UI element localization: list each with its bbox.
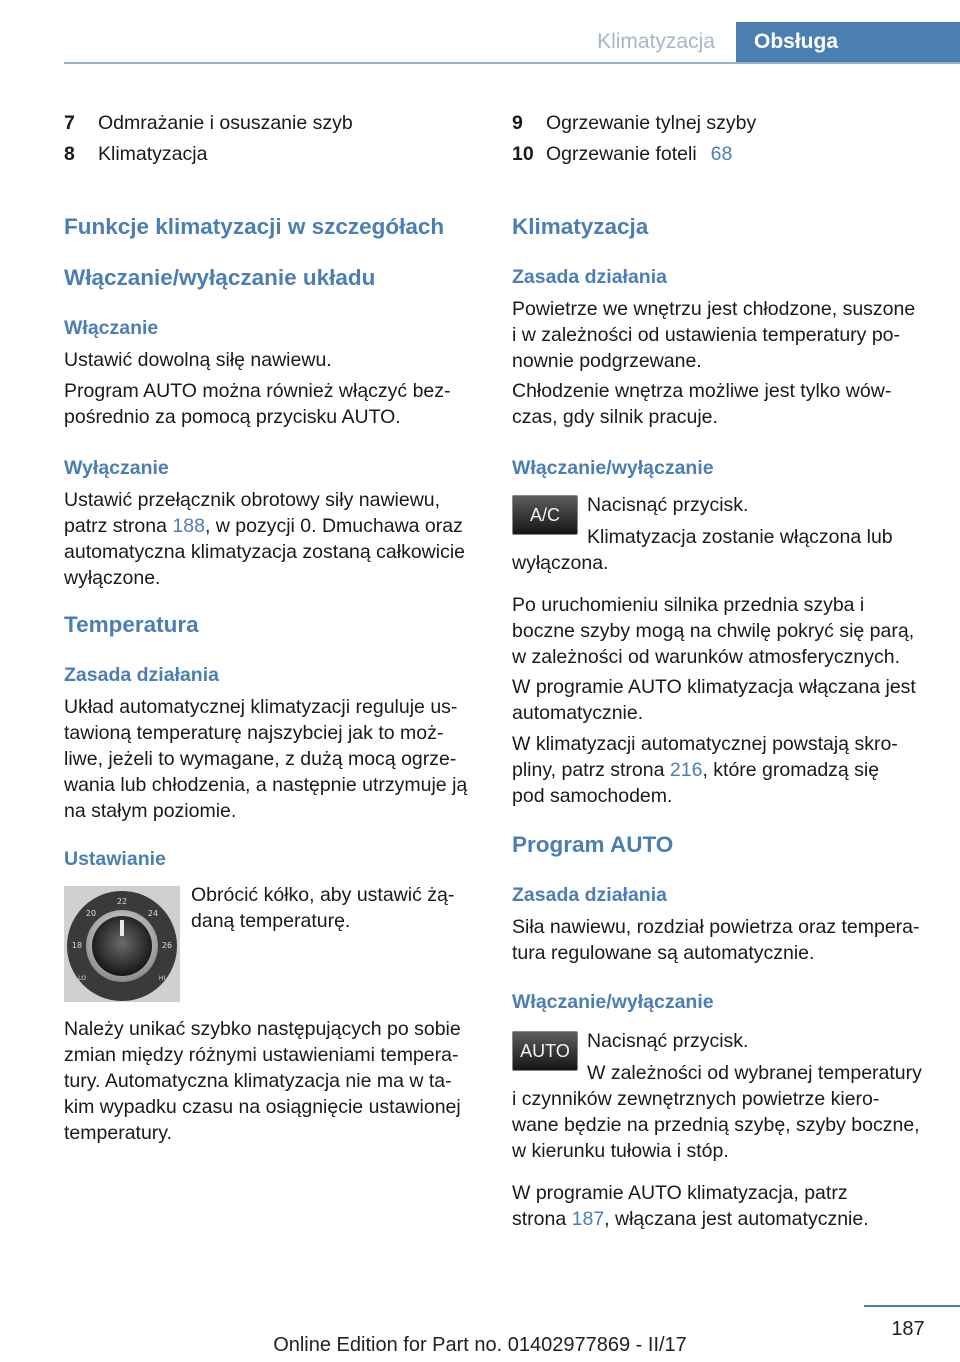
text: Program AUTO można również włączyć bez-	[64, 380, 451, 402]
knob-label: 26	[161, 941, 173, 950]
heading-temperature: Temperatura	[64, 612, 199, 637]
text: wania lub chłodzenia, a następnie utrzymuje ją	[64, 774, 468, 796]
header-section-title: Klimatyzacja	[597, 30, 715, 53]
text: Nacisnąć przycisk.	[587, 494, 749, 516]
text: na stałym poziomie.	[64, 800, 237, 822]
text: daną temperaturę.	[191, 910, 351, 932]
text: automatycznie.	[512, 702, 644, 724]
text: automatyczna klimatyzacja zostaną całkowicie	[64, 541, 466, 563]
heading-functions: Funkcje klimatyzacji w szczegółach	[64, 214, 445, 239]
subheading-principle: Zasada działania	[512, 266, 667, 288]
text: kim wypadku czasu na osiągnięcie ustawionej	[64, 1096, 461, 1118]
subheading-setting: Ustawianie	[64, 848, 166, 870]
knob-label: HI	[158, 975, 166, 982]
text: pliny, patrz strona 216, które gromadzą się	[512, 759, 880, 781]
text: wane będzie na przednią szybę, szyby boczne,	[512, 1114, 920, 1136]
text: wyłączone.	[64, 567, 161, 589]
list-item: 9 Ogrzewanie tylnej szyby	[512, 112, 757, 134]
text: Klimatyzacja zostanie włączona lub	[587, 526, 893, 548]
text: Ustawić dowolną siłę nawiewu.	[64, 349, 332, 371]
heading-onoff-system: Włączanie/wyłączanie układu	[64, 265, 376, 290]
text: strona 187, włączana jest automatycznie.	[512, 1208, 869, 1230]
edition-footer: Online Edition for Part no. 01402977869 - II/17	[273, 1334, 687, 1356]
text: Siła nawiewu, rozdział powietrza oraz tempera-	[512, 916, 920, 938]
subheading-principle: Zasada działania	[512, 884, 667, 906]
text: czas, gdy silnik pracuje.	[512, 406, 718, 428]
text: tura regulowane są automatycznie.	[512, 942, 815, 964]
text: i czynników zewnętrznych powietrze kiero-	[512, 1088, 880, 1110]
text: tury. Automatyczna klimatyzacja nie ma w ta-	[64, 1070, 452, 1092]
ac-button-image: A/C	[512, 495, 578, 535]
text: Należy unikać szybko następujących po sobie	[64, 1018, 461, 1040]
header-rule	[64, 62, 960, 64]
subheading-off: Wyłączanie	[64, 457, 169, 479]
page-link-68[interactable]: 68	[710, 143, 733, 165]
subheading-onoff: Włączanie/wyłączanie	[512, 457, 714, 479]
list-item: 10 Ogrzewanie foteli 68	[512, 139, 932, 170]
text: pośrednio za pomocą przycisku AUTO.	[64, 406, 401, 428]
page-link-216[interactable]: 216	[669, 759, 703, 781]
temperature-knob-image	[64, 886, 180, 1002]
text: W programie AUTO klimatyzacja, patrz	[512, 1182, 848, 1204]
text: Nacisnąć przycisk.	[587, 1030, 749, 1052]
text: pod samochodem.	[512, 785, 673, 807]
subheading-on: Włączanie	[64, 317, 159, 339]
text: nownie podgrzewane.	[512, 350, 702, 372]
text: i w zależności od ustawienia temperatury po-	[512, 324, 901, 346]
knob-label: 22	[116, 897, 128, 906]
text: patrz strona 188, w pozycji 0. Dmuchawa oraz	[64, 515, 463, 537]
text: Ustawić przełącznik obrotowy siły nawiewu,	[64, 489, 441, 511]
heading-auto-program: Program AUTO	[512, 832, 674, 857]
text: W zależności od wybranej temperatury	[587, 1062, 922, 1084]
text: Układ automatycznej klimatyzacji reguluje us-	[64, 696, 458, 718]
text: temperatury.	[64, 1122, 173, 1144]
list-item: 8 Klimatyzacja	[64, 143, 208, 165]
text: w zależności od warunków atmosferycznych.	[512, 646, 900, 668]
footer-rule	[864, 1305, 960, 1307]
text: W programie AUTO klimatyzacja włączana jest	[512, 676, 916, 698]
text: boczne szyby mogą na chwilę pokryć się parą,	[512, 620, 915, 642]
auto-button-image: AUTO	[512, 1031, 578, 1071]
knob-label: 24	[147, 909, 159, 918]
text: tawioną temperaturę najszybciej jak to moż-	[64, 722, 444, 744]
text: liwe, jeżeli to wymagane, z dużą mocą ogrze-	[64, 748, 457, 770]
list-left	[64, 108, 476, 170]
subheading-onoff: Włączanie/wyłączanie	[512, 991, 714, 1013]
knob-label: 18	[71, 941, 83, 950]
text: wyłączona.	[512, 552, 609, 574]
page-number: 187	[891, 1318, 925, 1340]
text: Po uruchomieniu silnika przednia szyba i	[512, 594, 865, 616]
subheading-principle: Zasada działania	[64, 664, 219, 686]
list-right	[512, 108, 932, 170]
text: zmian między różnymi ustawieniami tempera-	[64, 1044, 459, 1066]
knob-label: LO	[78, 975, 86, 982]
text: Chłodzenie wnętrza możliwe jest tylko wów-	[512, 380, 892, 402]
text: Obrócić kółko, aby ustawić żą-	[191, 884, 455, 906]
text: Powietrze we wnętrzu jest chłodzone, suszone	[512, 298, 916, 320]
page-link-188[interactable]: 188	[172, 515, 205, 537]
list-item: 7 Odmrażanie i osuszanie szyb	[64, 112, 353, 134]
heading-air-conditioning: Klimatyzacja	[512, 214, 649, 239]
temperature-knob-icon	[64, 886, 180, 1002]
knob-label: 20	[85, 909, 97, 918]
text: w kierunku tułowia i stóp.	[512, 1140, 729, 1162]
text: W klimatyzacji automatycznej powstają skro-	[512, 733, 898, 755]
page-link-187[interactable]: 187	[571, 1208, 605, 1230]
header-tab-active[interactable]: Obsługa	[736, 22, 960, 62]
